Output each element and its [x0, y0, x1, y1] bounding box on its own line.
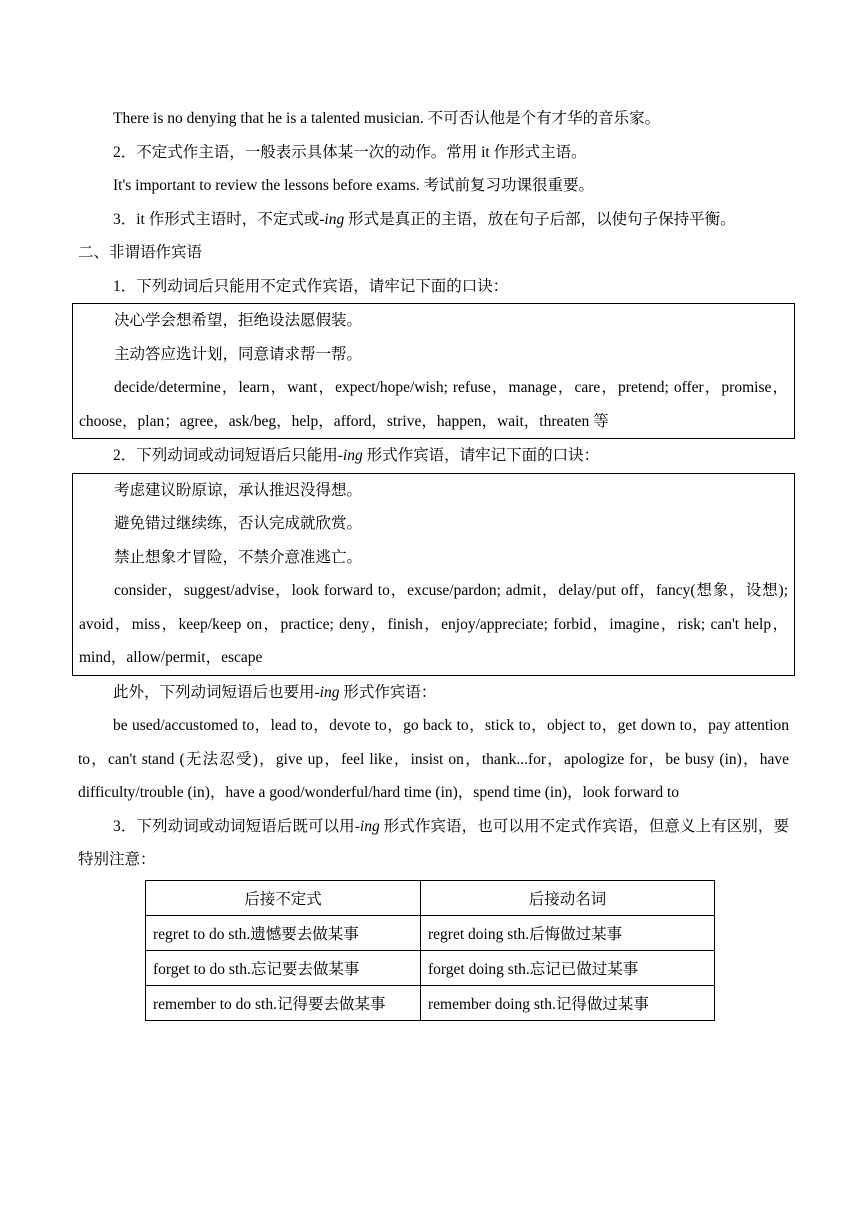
rhyme-box-gerund [72, 473, 795, 676]
rule-3-text-a: 3．下列动词或动词短语后既可以用- [113, 817, 360, 835]
point-2-infinitive-subject: 2．不定式作主语，一般表示具体某一次的动作。常用 it 作形式主语。 [113, 143, 587, 161]
table-cell: remember doing sth.记得做过某事 [421, 985, 715, 1020]
ing-italic: ing [324, 210, 345, 228]
rhyme-line: 决心学会想希望，拒绝设法愿假装。 [114, 312, 363, 329]
table-row [146, 915, 715, 950]
ing-italic: ing [319, 683, 340, 701]
point-3-text-b: 形式是真正的主语，放在句子后部，以使句子保持平衡。 [344, 210, 736, 228]
verb-list: decide/determine，learn，want，expect/hope/wish; refuse，manage，care，pretend; offer，promise，choose，plan；agree，ask/beg，help，afford，strive，happen，wait，threaten 等 [79, 379, 788, 430]
rule-3-both-forms [78, 810, 789, 877]
table-cell: forget doing sth.忘记已做过某事 [421, 950, 715, 985]
table-row [146, 950, 715, 985]
comparison-table [145, 880, 715, 1021]
point-3-formal-subject [78, 203, 789, 237]
rule-3-text-b: 形式作宾语，也可以用不定式作宾语，但意义上有区别，要特别注意： [78, 817, 789, 868]
example-sentence-ing-subject: There is no denying that he is a talented musician. 不可否认他是个有才华的音乐家。 [113, 110, 661, 127]
verb-list: consider，suggest/advise，look forward to，excuse/pardon; admit，delay/put off，fancy(想象，设想); avoid，miss，keep/keep on，practice; deny，finish，enjoy/appreciate; forbid，imagine，risk; can't help，mind，allow/permit，escape [79, 582, 788, 666]
section-heading-object: 二、非谓语作宾语 [78, 244, 203, 261]
point-3-text-a: 3．it 作形式主语时，不定式或- [113, 210, 325, 228]
rule-2-ing-only [78, 439, 789, 473]
rhyme-line: 禁止想象才冒险，不禁介意准逃亡。 [114, 548, 363, 566]
table-cell: regret to do sth.遗憾要去做某事 [146, 915, 421, 950]
table-row [146, 985, 715, 1020]
table-header: 后接不定式 [146, 880, 421, 915]
example-sentence-infinitive-subject: It's important to review the lessons before exams. 考试前复习功课很重要。 [113, 177, 595, 194]
ing-italic: ing [342, 447, 363, 464]
rhyme-line: 主动答应选计划，同意请求帮一帮。 [114, 345, 363, 363]
rule-2-text-b: 形式作宾语，请牢记下面的口诀： [362, 447, 600, 464]
also-text-b: 形式作宾语： [339, 683, 437, 701]
table-cell: regret doing sth.后悔做过某事 [421, 915, 715, 950]
ing-italic: ing [359, 817, 380, 835]
table-cell: forget to do sth.忘记要去做某事 [146, 950, 421, 985]
rule-1-infinitive-only: 1．下列动词后只能用不定式作宾语，请牢记下面的口诀： [113, 277, 509, 295]
also-note [78, 676, 789, 710]
document-page [78, 102, 789, 1021]
rhyme-box-infinitive [72, 303, 795, 439]
also-text-a: 此外，下列动词短语后也要用- [113, 683, 320, 701]
rhyme-line: 避免错过继续练，否认完成就欣赏。 [114, 515, 363, 532]
table-cell: remember to do sth.记得要去做某事 [146, 985, 421, 1020]
rule-2-text-a: 2．下列动词或动词短语后只能用- [113, 447, 343, 464]
rhyme-line: 考虑建议盼原谅，承认推迟没得想。 [114, 481, 363, 499]
table-header: 后接动名词 [421, 880, 715, 915]
phrase-list: be used/accustomed to，lead to，devote to，go back to，stick to，object to，get down to，pay attention to，can't stand (无法忍受)，give up，feel like，insist on，thank...for，apologize for，be busy (in)，have difficulty/trouble (in)，have a good/wonderful/hard time (in)，spend time (in)，look forward to [78, 717, 789, 801]
table-header-row [146, 880, 715, 915]
